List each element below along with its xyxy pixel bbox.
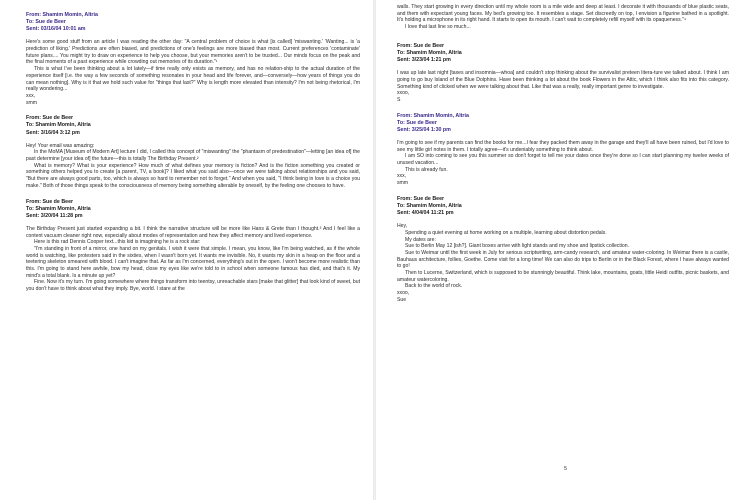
continued-paragraph: walls. They start growing in every direction until my whole room is a mile wide and deep at least. I decorate it with thousands of blue plastic seats, and them with expectant young faces. My bed's growing too. It resembles a stage. Set discreetly on top, I envision a figurine bathed in a spotlight. It's holding a microphone in its right hand. It starts to open its mouth. I can't wait to completely refill myself with its opaqueness."⁴	[397, 4, 729, 24]
email-message	[397, 113, 729, 187]
email-paragraph: This is already fun.	[405, 166, 448, 173]
email-signoff: Sue	[397, 296, 407, 303]
email-sent: Sent: 03/16/04 10:01 am	[26, 26, 86, 33]
email-sent: Sent: 4/04/04 11:21 pm	[397, 210, 454, 216]
email-from: From: Sue de Beer	[26, 198, 74, 205]
email-message	[397, 43, 729, 104]
email-paragraph: My dates are:	[405, 236, 436, 243]
email-paragraph: "I'm standing in front of a mirror, one hand on my genitals. I wish it were that simple. I mean, you know, like I'm being watched, as if the whole world is watching, like protesters said in the sixties, when I wasn't born yet. It wants me invisible. No, it wants my skin in a heap on the floor and a teetering skeleton smeared with blood. I can't imagine that. As far as I'm concerned, everything's out in the open. I won't become more realistic than this. I'm going to stand here awhile, bow my head, close my eyes like we're told to in school when someone famous has died, and that's it. My mind's a total blank. Is a minute up yet?	[26, 245, 360, 279]
left-page	[0, 0, 374, 500]
right-emails	[397, 43, 729, 304]
email-message	[397, 196, 729, 304]
email-signoff: S	[397, 96, 401, 103]
email-paragraph: Then to Lucerne, Switzerland, which is supposed to be stunningly beautiful. Think lake, mountains, goats, little Heidi outfits, picnic baskets, and amateur watercoloring.	[397, 270, 729, 283]
email-from: From: Sue de Beer	[26, 115, 74, 122]
email-to: To: Sue de Beer	[397, 119, 437, 126]
email-paragraph: This is what I've been thinking about a lot lately—if time really only exists as memory, and has no relation-ship to the actual duration of the experience itself [i.e. the way a few seconds of something resonates in your head and life forever, and—conversely—how years of things you do can mean nothing]. Why is it that we hold such value for "things that last?" Why is length more elevated than intensity? I'm not being rhetorical, I'm really wondering...	[26, 66, 360, 93]
email-paragraph: In the MoMA [Museum of Modern Art] lecture I did, I called this concept of "miswanting" the "phantasm of predestination"—letting [an idea of] the past determine [your idea of] the future—this is totally The Birthday Present.²	[26, 149, 360, 162]
email-paragraph: Here's some good stuff from an article I was reading the other day: "A central problem of choice is what [is called] 'miswanting.' 'Wanting... is 'a prediction of liking.' Predictions are often biased, and predictions of one's feelings are more biased than most. Current preferences 'contaminate' future plans.... You might try to draw on experience to help you choose, but your memories aren't to be trusted... Our minds focus on the peak and the final moments of a past experience while crowding out memories of its duration."¹	[26, 39, 360, 66]
email-to: To: Shamim Momin, Altria	[397, 49, 462, 56]
email-message	[26, 199, 360, 293]
email-paragraph: Hey! Your email was amazing:	[26, 142, 95, 149]
email-paragraph: The Birthday Present just started expanding a bit. I think the narrative structure will be more like Hans & Grete than I thought.³ And I feel like a content vacuum cleaner right now, especially about modes of representation and how they affect memory and lived experience.	[26, 225, 360, 239]
email-to: To: Sue de Beer	[26, 19, 66, 26]
email-paragraph: Back to the world of rock.	[405, 283, 463, 290]
email-to: To: Shamim Momin, Altria	[26, 122, 91, 129]
email-paragraph: Hey,	[397, 223, 408, 230]
email-signoff: xxoo,	[397, 90, 410, 97]
continued-paragraph: I love that last line so much...	[405, 24, 471, 31]
email-paragraph: Spending a quiet evening at home working on a multiple, learning about distortion pedals.	[405, 229, 607, 236]
email-paragraph: I was up late last night [taxes and insomnia—whoa] and couldn't stop thinking about the survivalist preteen litera-ture we talked about. I think I am going to go buy Island of the Blue Dolphins. Have been thinking a lot about the book Flowers in the Attic, which I think also fits into this category. Something kind of clicked when we were talking about that. Like that was a really, really important genre to investigate.	[397, 70, 729, 90]
email-paragraph: Sue to Berlin May 12 [ish?]. Giant boxes arrive with light stands and my shoe and lipstick collection.	[405, 243, 629, 250]
email-from: From: Sue de Beer	[397, 195, 445, 202]
page-number: 5	[564, 466, 567, 472]
email-signoff: xxoo,	[397, 290, 410, 297]
email-to: To: Shamim Momin, Altria	[26, 205, 91, 212]
email-signoff: smm	[397, 180, 409, 187]
email-paragraph: Fine. Now it's my turn. I'm going somewhere where things transform into teentsy, unreachable stars [make that glitter] that look kind of sweet, but you don't have to think about what they imply. Bye, world. I stare at the	[26, 279, 360, 293]
email-signoff: smm	[26, 99, 38, 106]
email-from: From: Sue de Beer	[397, 42, 445, 49]
right-page	[375, 0, 749, 500]
continued-text	[397, 4, 729, 43]
email-from: From: Shamim Momin, Altria	[397, 112, 469, 119]
email-sent: Sent: 3/23/04 1:21 pm	[397, 57, 451, 63]
email-paragraph: Sue to Weimar until the first week in July for serious scriptwriting, arm-candy research, and amateur water-coloring. In Weimar there is a castle, Bauhaus architecture, follies, Goethe. Come visit for a long time! We can also do trips to Berlin or in the Black Forest, where I have always wanted to go!	[397, 249, 729, 270]
email-paragraph: What is memory? What is your experience? How much of what defines your memory is fiction? And is the fiction something you created or something others helped you to create [a parent, TV, a book]? I liked what you said also—once we were talking about relationships and you said, "But there are always good parts, too, which is always so hard to remember not to forget." And when you said, "I think being in love is a choice you make." Both of those things speak to the consciousness of memory being something alterable by oneself, by the feeling one chooses to have.	[26, 162, 360, 189]
email-paragraph: Here is this rad Dennis Cooper text...this kid is imagining he is a rock star:	[34, 239, 201, 246]
email-to: To: Shamim Momin, Altria	[397, 202, 462, 209]
email-paragraph: I'm going to see if my parents can find the books for me...I fear they packed them away in the garage and they'll all have been ruined, but I'd love to see my little girl notes in them. I totally agree—it's undeniably something to think about.	[397, 139, 729, 153]
email-sent: Sent: 3/20/04 11:28 pm	[26, 212, 83, 219]
email-signoff: xxx,	[397, 173, 407, 180]
email-paragraph: I am SO into coming to see you this summer so don't forget to tell me your dates once they're done so I can start planning my twelve weeks of unused vacation...	[397, 153, 729, 166]
email-sent: Sent: 3/16/04 3:12 pm	[26, 129, 80, 136]
email-signoff: xxx,	[26, 92, 36, 99]
email-message	[26, 12, 360, 106]
email-sent: Sent: 3/25/04 1:30 pm	[397, 126, 451, 133]
email-from: From: Shamim Momin, Altria	[26, 12, 98, 18]
email-message	[26, 115, 360, 189]
